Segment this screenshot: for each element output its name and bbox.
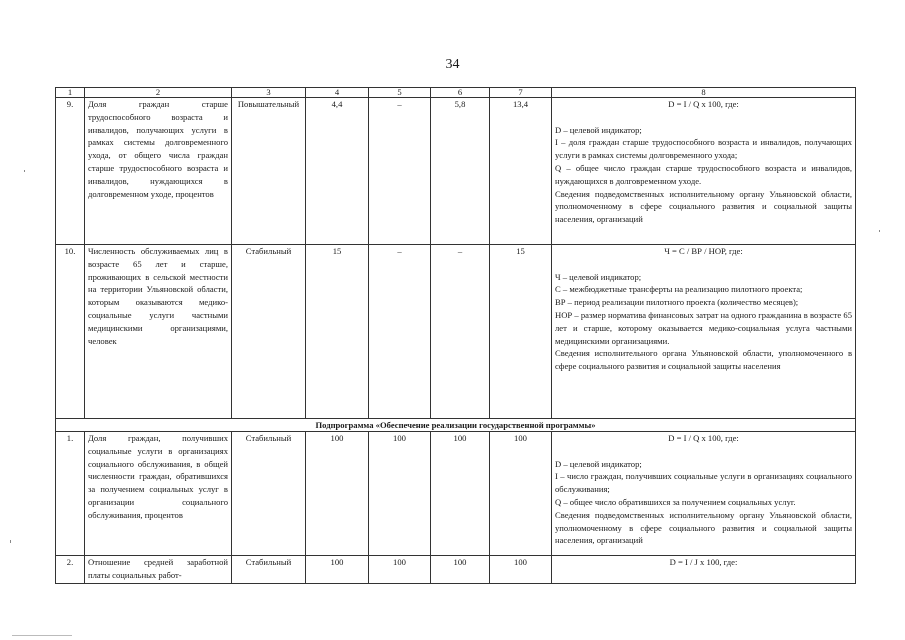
col-header-5: 5 — [369, 88, 431, 98]
col-header-6: 6 — [431, 88, 490, 98]
formula: Ч = С / ВР / НОР, где: — [664, 246, 743, 256]
value-col6: – — [431, 245, 490, 419]
col-header-2: 2 — [85, 88, 232, 98]
indicator-type: Стабильный — [232, 556, 306, 584]
scan-speck — [24, 170, 25, 172]
calculation-method — [552, 432, 856, 556]
table-row — [56, 245, 856, 419]
value-col7: 13,4 — [490, 98, 552, 245]
formula-line: D – целевой индикатор; — [555, 458, 642, 469]
formula: D = I / Q x 100, где: — [668, 99, 739, 109]
value-col7: 100 — [490, 556, 552, 584]
value-col5: 100 — [369, 432, 431, 556]
col-header-3: 3 — [232, 88, 306, 98]
col-header-4: 4 — [306, 88, 369, 98]
formula: D = I / Q x 100, где: — [668, 433, 739, 443]
subprogram-row — [56, 419, 856, 432]
formula-line: НОР – размер норматива финансовых затрат на одного гражданина в возрасте 65 лет и старше, которому оказывается медико-социальная услуга частными медицинскими организациями. — [555, 309, 852, 346]
formula: D = I / J x 100, где: — [669, 557, 738, 567]
value-col6: 100 — [431, 556, 490, 584]
value-col7: 15 — [490, 245, 552, 419]
formula-line: I – число граждан, получивших социальные услуги в организациях социального обслуживания; — [555, 471, 852, 495]
value-col6: 5,8 — [431, 98, 490, 245]
indicator-type: Стабильный — [232, 245, 306, 419]
row-number: 10. — [56, 245, 85, 419]
calculation-method — [552, 556, 856, 584]
value-col4: 100 — [306, 432, 369, 556]
table-row — [56, 432, 856, 556]
value-col5: – — [369, 245, 431, 419]
indicator-name: Доля граждан старше трудоспособного возраста и инвалидов, получающих услуги в рамках системы долговременного ухода, от общего числа граждан старше трудоспособного возраста и инвалидов, нуждающихся в долговременном уходе, процентов — [85, 98, 232, 245]
value-col4: 100 — [306, 556, 369, 584]
column-number-row — [56, 88, 856, 98]
formula-line: Q – общее число граждан старше трудоспособного возраста и инвалидов, нуждающихся в долговременном уходе. — [555, 162, 852, 186]
formula-line: Ч – целевой индикатор; — [555, 271, 642, 282]
formula-line: Сведения подведомственных исполнительному органу Ульяновской области, уполномоченному в сфере социального развития и социальной защиты населения, организаций — [555, 188, 852, 225]
scan-speck — [879, 230, 880, 232]
subprogram-title: Подпрограмма «Обеспечение реализации государственной программы» — [56, 419, 856, 432]
formula-line: Q – общее число обратившихся за получением социальных услуг. — [555, 496, 796, 507]
formula-line: Сведения исполнительного органа Ульяновской области, уполномоченного в сфере социального развития и социальной защиты населения — [555, 348, 852, 372]
row-number: 2. — [56, 556, 85, 584]
value-col4: 15 — [306, 245, 369, 419]
page-number: 34 — [445, 57, 460, 72]
value-col5: 100 — [369, 556, 431, 584]
value-col6: 100 — [431, 432, 490, 556]
col-header-8: 8 — [552, 88, 856, 98]
value-col4: 4,4 — [306, 98, 369, 245]
formula-line: Сведения подведомственных исполнительному органу Ульяновской области, уполномоченному в сфере социального развития и социальной защиты населения, организаций — [555, 509, 852, 546]
formula-line: I – доля граждан старше трудоспособного возраста и инвалидов, получающих услуги в рамках системы долговременного ухода; — [555, 137, 852, 161]
indicator-name: Отношение средней заработной платы социальных работ- — [85, 556, 232, 584]
value-col7: 100 — [490, 432, 552, 556]
calculation-method — [552, 98, 856, 245]
indicator-type: Стабильный — [232, 432, 306, 556]
formula-line: С – межбюджетные трансферты на реализацию пилотного проекта; — [555, 284, 803, 295]
scan-speck — [10, 540, 11, 543]
formula-line: D – целевой индикатор; — [555, 124, 642, 135]
indicator-type: Повышательный — [232, 98, 306, 245]
indicator-name: Доля граждан, получивших социальные услуги в организациях социального обслуживания, в общей численности граждан, обратившихся за получением социальных услуг в организации социального обслуживания, процентов — [85, 432, 232, 556]
table-row — [56, 98, 856, 245]
indicators-table — [55, 87, 856, 584]
formula-line: ВР – период реализации пилотного проекта (количество месяцев); — [555, 297, 799, 308]
scan-speck — [12, 635, 72, 636]
row-number: 9. — [56, 98, 85, 245]
row-number: 1. — [56, 432, 85, 556]
calculation-method — [552, 245, 856, 419]
col-header-1: 1 — [56, 88, 85, 98]
value-col5: – — [369, 98, 431, 245]
indicator-name: Численность обслуживаемых лиц в возрасте 65 лет и старше, проживающих в сельской местности на территории Ульяновской области, которым оказываются медико-социальные услуги частными медицинскими организациями, человек — [85, 245, 232, 419]
table-row — [56, 556, 856, 584]
col-header-7: 7 — [490, 88, 552, 98]
